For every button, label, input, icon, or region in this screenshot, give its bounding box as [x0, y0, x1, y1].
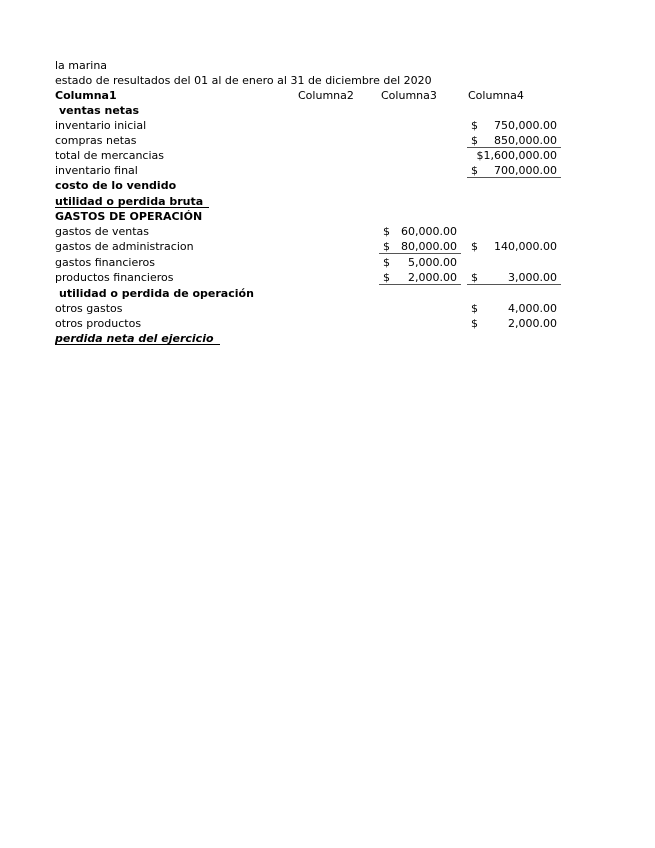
currency-symbol: $: [383, 256, 390, 269]
total-mercancias-row: [0, 148, 655, 163]
header-row: [0, 88, 655, 103]
otros-productos-label: otros productos: [55, 317, 142, 330]
productos-financieros-row: [0, 270, 655, 285]
gastos-financieros-label: gastos financieros: [55, 256, 155, 269]
perdida-neta-row: [0, 331, 655, 346]
company-row: [0, 58, 655, 73]
amount: 850,000.00: [494, 134, 557, 147]
header-columna4: Columna4: [468, 89, 524, 102]
header-columna3: Columna3: [381, 89, 437, 102]
header-columna2: Columna2: [298, 89, 354, 102]
inventario-inicial-value: [467, 118, 561, 133]
currency-symbol: $: [383, 271, 390, 284]
currency-symbol: $: [471, 119, 478, 132]
subtitle-row: [0, 73, 655, 88]
currency-symbol: $: [471, 317, 478, 330]
amount: 700,000.00: [494, 164, 557, 177]
currency-symbol: $: [471, 164, 478, 177]
currency-symbol: $: [383, 240, 390, 253]
gastos-operacion-row: [0, 209, 655, 224]
utilidad-bruta-label: utilidad o perdida bruta: [55, 194, 209, 208]
otros-gastos-label: otros gastos: [55, 302, 123, 315]
financieros-total-value: [467, 270, 561, 285]
amount: 750,000.00: [494, 119, 557, 132]
gastos-financieros-row: [0, 255, 655, 270]
compras-netas-label: compras netas: [55, 134, 137, 147]
otros-gastos-value: [467, 301, 561, 316]
gastos-total-value: [467, 239, 561, 254]
productos-financieros-label: productos financieros: [55, 271, 174, 284]
inventario-final-label: inventario final: [55, 164, 138, 177]
total-mercancias-label: total de mercancias: [55, 149, 164, 162]
gastos-operacion-label: GASTOS DE OPERACIÓN: [55, 210, 203, 223]
amount: $1,600,000.00: [476, 149, 557, 162]
currency-symbol: $: [471, 134, 478, 147]
inventario-inicial-row: [0, 118, 655, 133]
inventario-inicial-label: inventario inicial: [55, 119, 147, 132]
amount: 2,000.00: [408, 271, 457, 284]
amount: 80,000.00: [401, 240, 457, 253]
header-columna1: Columna1: [55, 89, 117, 102]
gastos-financieros-value: [379, 255, 461, 270]
costo-vendido-row: [0, 178, 655, 193]
amount: 4,000.00: [508, 302, 557, 315]
utilidad-operacion-row: [0, 286, 655, 301]
gastos-admin-row: [0, 239, 655, 254]
productos-financieros-value: [379, 270, 461, 285]
perdida-neta-label: perdida neta del ejercicio: [55, 331, 220, 345]
utilidad-bruta-row: [0, 194, 655, 209]
currency-symbol: $: [471, 271, 478, 284]
currency-symbol: $: [383, 225, 390, 238]
statement-subtitle: estado de resultados del 01 al de enero al 31 de diciembre del 2020: [55, 74, 432, 87]
amount: 60,000.00: [401, 225, 457, 238]
inventario-final-value: [467, 163, 561, 178]
gastos-ventas-label: gastos de ventas: [55, 225, 150, 238]
costo-vendido-label: costo de lo vendido: [55, 179, 177, 192]
total-mercancias-value: [467, 148, 561, 163]
compras-netas-value: [467, 133, 561, 148]
compras-netas-row: [0, 133, 655, 148]
ventas-netas-row: [0, 103, 655, 118]
otros-productos-value: [467, 316, 561, 331]
gastos-admin-value: [379, 239, 461, 254]
ventas-netas-label: ventas netas: [59, 104, 140, 117]
company-name: la marina: [55, 59, 108, 72]
amount: 2,000.00: [508, 317, 557, 330]
inventario-final-row: [0, 163, 655, 178]
gastos-ventas-row: [0, 224, 655, 239]
otros-gastos-row: [0, 301, 655, 316]
amount: 3,000.00: [508, 271, 557, 284]
currency-symbol: $: [471, 302, 478, 315]
gastos-admin-label: gastos de administracion: [55, 240, 194, 253]
gastos-ventas-value: [379, 224, 461, 239]
amount: 140,000.00: [494, 240, 557, 253]
amount: 5,000.00: [408, 256, 457, 269]
otros-productos-row: [0, 316, 655, 331]
utilidad-operacion-label: utilidad o perdida de operación: [59, 287, 254, 300]
currency-symbol: $: [471, 240, 478, 253]
